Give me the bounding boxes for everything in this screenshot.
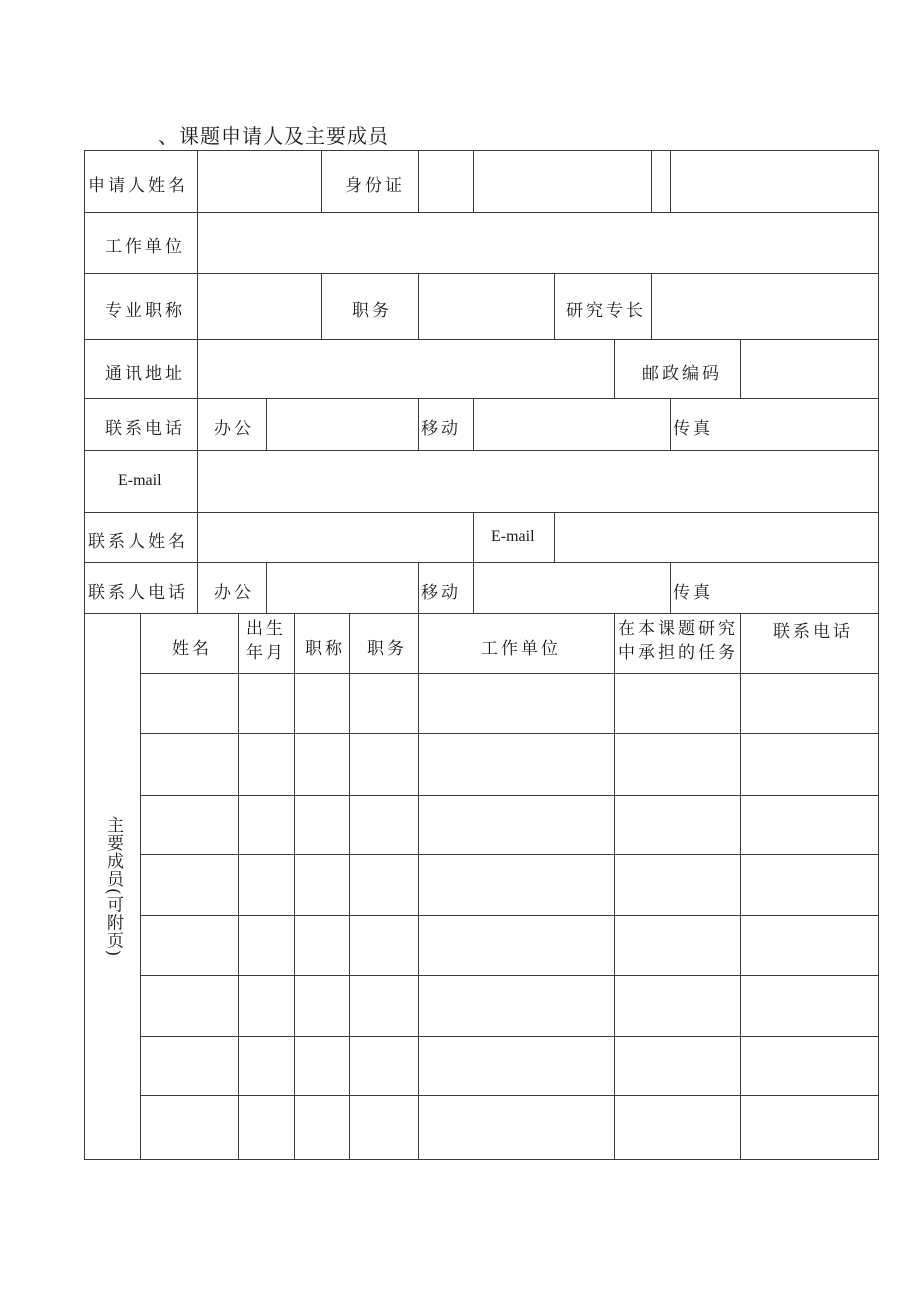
member-unit-cell[interactable] xyxy=(419,796,614,854)
grid-line xyxy=(321,150,322,213)
grid-line xyxy=(84,1159,879,1160)
postcode-label: 邮政编码 xyxy=(642,364,722,384)
grid-line xyxy=(197,613,198,614)
member-birth-cell[interactable] xyxy=(239,1037,294,1095)
mailing-address-label: 通讯地址 xyxy=(105,364,185,384)
member-birth-cell[interactable] xyxy=(239,916,294,975)
member-title-cell[interactable] xyxy=(295,796,349,854)
member-task-cell[interactable] xyxy=(615,796,740,854)
member-title-cell[interactable] xyxy=(295,1096,349,1159)
member-birth-header-line1: 出生 xyxy=(246,619,286,639)
member-post-header: 职务 xyxy=(367,639,407,659)
grid-line xyxy=(84,398,879,399)
office-phone-field[interactable] xyxy=(267,400,418,449)
grid-line xyxy=(878,150,879,1160)
professional-title-label: 专业职称 xyxy=(105,301,185,321)
id-card-label: 身份证 xyxy=(345,176,405,196)
grid-line xyxy=(670,398,671,451)
member-unit-cell[interactable] xyxy=(419,855,614,915)
member-birth-header xyxy=(239,617,293,665)
member-name-header: 姓名 xyxy=(172,639,212,659)
grid-line xyxy=(651,150,652,213)
grid-line xyxy=(554,273,555,340)
grid-line xyxy=(418,562,419,614)
grid-line xyxy=(418,150,419,213)
member-name-cell[interactable] xyxy=(141,855,238,915)
office-phone-label: 办公 xyxy=(214,419,254,439)
member-post-cell[interactable] xyxy=(350,674,418,733)
member-task-header xyxy=(615,617,741,665)
member-birth-cell[interactable] xyxy=(239,734,294,795)
email-label: E-mail xyxy=(118,472,162,489)
member-task-cell[interactable] xyxy=(615,734,740,795)
member-unit-cell[interactable] xyxy=(419,1037,614,1095)
member-phone-cell[interactable] xyxy=(741,734,878,795)
member-task-header-line1: 在本课题研究 xyxy=(618,619,738,639)
contact-mobile-field[interactable] xyxy=(474,564,669,612)
member-unit-cell[interactable] xyxy=(419,916,614,975)
id-card-field[interactable] xyxy=(474,151,650,211)
member-title-cell[interactable] xyxy=(295,734,349,795)
grid-line xyxy=(473,512,474,563)
member-title-cell[interactable] xyxy=(295,855,349,915)
member-unit-cell[interactable] xyxy=(419,734,614,795)
mobile-field[interactable] xyxy=(474,400,669,449)
member-unit-header: 工作单位 xyxy=(481,639,561,659)
member-task-cell[interactable] xyxy=(615,674,740,733)
member-post-cell[interactable] xyxy=(350,855,418,915)
contact-email-label: E-mail xyxy=(491,528,535,545)
grid-line xyxy=(84,613,879,614)
member-phone-cell[interactable] xyxy=(741,855,878,915)
member-phone-cell[interactable] xyxy=(741,1037,878,1095)
member-phone-cell[interactable] xyxy=(741,976,878,1036)
member-task-cell[interactable] xyxy=(615,976,740,1036)
mailing-address-field[interactable] xyxy=(198,340,613,397)
member-phone-cell[interactable] xyxy=(741,674,878,733)
phone-label: 联系电话 xyxy=(105,419,185,439)
postcode-field[interactable] xyxy=(741,340,877,397)
member-birth-cell[interactable] xyxy=(239,674,294,733)
member-post-cell[interactable] xyxy=(350,734,418,795)
member-post-cell[interactable] xyxy=(350,796,418,854)
grid-line xyxy=(84,562,879,563)
member-name-cell[interactable] xyxy=(141,734,238,795)
member-task-header-line2: 中承担的任务 xyxy=(618,643,738,663)
work-unit-label: 工作单位 xyxy=(105,237,185,257)
member-title-header: 职称 xyxy=(305,639,345,659)
member-phone-cell[interactable] xyxy=(741,916,878,975)
member-name-cell[interactable] xyxy=(141,976,238,1036)
section-title: 、课题申请人及主要成员 xyxy=(158,124,389,148)
grid-line xyxy=(418,398,419,451)
member-birth-cell[interactable] xyxy=(239,976,294,1036)
applicant-name-label: 申请人姓名 xyxy=(88,176,188,196)
member-phone-cell[interactable] xyxy=(741,796,878,854)
grid-line xyxy=(614,339,615,399)
contact-office-field[interactable] xyxy=(267,564,418,612)
member-post-cell[interactable] xyxy=(350,1037,418,1095)
member-name-cell[interactable] xyxy=(141,1096,238,1159)
contact-fax-label: 传真 xyxy=(673,583,713,603)
contact-name-label: 联系人姓名 xyxy=(88,532,188,552)
contact-phone-label: 联系人电话 xyxy=(88,583,188,603)
member-post-cell[interactable] xyxy=(350,1096,418,1159)
work-unit-field[interactable] xyxy=(198,213,877,272)
member-birth-cell[interactable] xyxy=(239,796,294,854)
applicant-name-field[interactable] xyxy=(198,151,320,211)
grid-line xyxy=(670,150,671,213)
member-name-cell[interactable] xyxy=(141,796,238,854)
member-birth-cell[interactable] xyxy=(239,855,294,915)
member-name-cell[interactable] xyxy=(141,674,238,733)
member-task-cell[interactable] xyxy=(615,1037,740,1095)
research-specialty-field[interactable] xyxy=(652,274,877,338)
member-post-cell[interactable] xyxy=(350,916,418,975)
member-title-cell[interactable] xyxy=(295,976,349,1036)
member-post-cell[interactable] xyxy=(350,976,418,1036)
post-label: 职务 xyxy=(352,301,392,321)
grid-line xyxy=(670,562,671,614)
mobile-label: 移动 xyxy=(421,419,461,439)
members-side-label: 主要成员(可附页) xyxy=(103,816,123,958)
email-field[interactable] xyxy=(198,451,877,510)
grid-line xyxy=(321,273,322,340)
member-task-cell[interactable] xyxy=(615,1096,740,1159)
contact-mobile-label: 移动 xyxy=(421,583,461,603)
research-specialty-label: 研究专长 xyxy=(566,301,646,321)
member-birth-header-line2: 年月 xyxy=(246,643,286,663)
member-unit-cell[interactable] xyxy=(419,674,614,733)
member-task-cell[interactable] xyxy=(615,916,740,975)
member-title-cell[interactable] xyxy=(295,1037,349,1095)
member-title-cell[interactable] xyxy=(295,674,349,733)
contact-name-field[interactable] xyxy=(198,513,472,561)
member-unit-cell[interactable] xyxy=(419,1096,614,1159)
member-phone-cell[interactable] xyxy=(741,1096,878,1159)
member-name-cell[interactable] xyxy=(141,916,238,975)
member-unit-cell[interactable] xyxy=(419,976,614,1036)
grid-line xyxy=(84,150,85,1160)
member-name-cell[interactable] xyxy=(141,1037,238,1095)
member-birth-cell[interactable] xyxy=(239,1096,294,1159)
professional-title-field[interactable] xyxy=(198,274,320,338)
contact-office-label: 办公 xyxy=(214,583,254,603)
post-field[interactable] xyxy=(419,274,552,338)
contact-email-field[interactable] xyxy=(555,513,877,561)
member-task-cell[interactable] xyxy=(615,855,740,915)
member-title-cell[interactable] xyxy=(295,916,349,975)
member-phone-header: 联系电话 xyxy=(773,622,853,642)
fax-label: 传真 xyxy=(673,419,713,439)
